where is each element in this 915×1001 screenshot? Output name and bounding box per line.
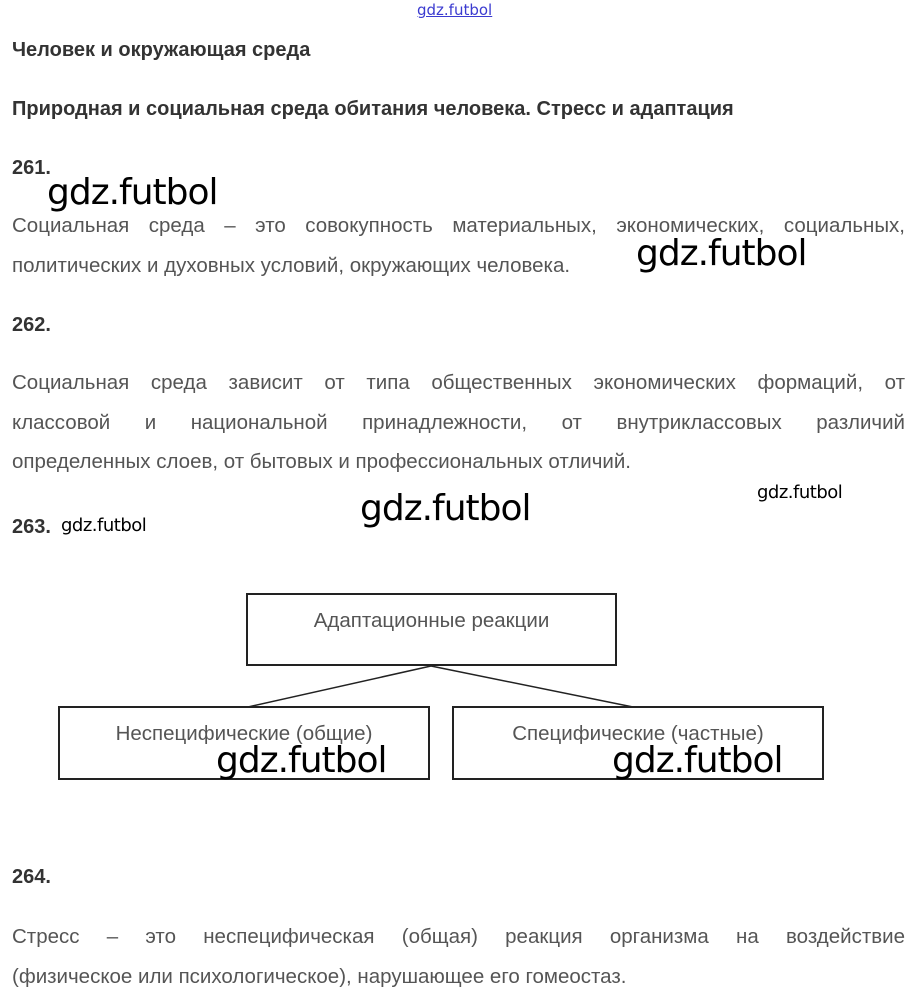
- diagram-child-label-specific: Специфические (частные): [512, 722, 764, 745]
- connector-right: [431, 666, 633, 707]
- task-number-264: 264.: [12, 866, 51, 888]
- watermark-top[interactable]: gdz.futbol: [417, 1, 493, 19]
- task-261-line-1: Социальная среда – это совокупность материальных, экономических, социальных,: [12, 214, 905, 237]
- task-number-262: 262.: [12, 314, 51, 336]
- task-264-line-1: Стресс – это неспецифическая (общая) реакция организма на воздействие: [12, 925, 905, 948]
- diagram-child-label-nonspecific: Неспецифические (общие): [115, 722, 373, 745]
- diagram-root-label: Адаптационные реакции: [313, 609, 550, 632]
- watermark-2: gdz.futbol: [636, 233, 807, 274]
- section-title: Человек и окружающая среда: [12, 39, 311, 61]
- task-number-261: 261.: [12, 157, 51, 179]
- watermark-6: gdz.futbol: [216, 740, 387, 781]
- watermark-1: gdz.futbol: [47, 172, 218, 213]
- task-262-line-3: определенных слоев, от бытовых и профессиональных отличий.: [12, 450, 632, 473]
- connector-left: [248, 666, 431, 707]
- task-262-line-1: Социальная среда зависит от типа общественных экономических формаций, от: [12, 371, 905, 394]
- watermark-7: gdz.futbol: [612, 740, 783, 781]
- watermark-3: gdz.futbol: [757, 482, 843, 503]
- task-264-line-2: (физическое или психологическое), нарушающее его гомеостаз.: [12, 964, 627, 988]
- watermark-5: gdz.futbol: [61, 515, 147, 536]
- task-261-line-2: политических и духовных условий, окружающих человека.: [12, 253, 571, 277]
- task-number-263: 263.: [12, 516, 51, 538]
- task-262-line-2: классовой и национальной принадлежности, от внутриклассовых различий: [12, 410, 905, 434]
- task-264-text: [12, 917, 905, 996]
- subsection-title: Природная и социальная среда обитания человека. Стресс и адаптация: [12, 98, 734, 120]
- diagram-root-box: [246, 593, 617, 666]
- watermark-4: gdz.futbol: [360, 488, 531, 529]
